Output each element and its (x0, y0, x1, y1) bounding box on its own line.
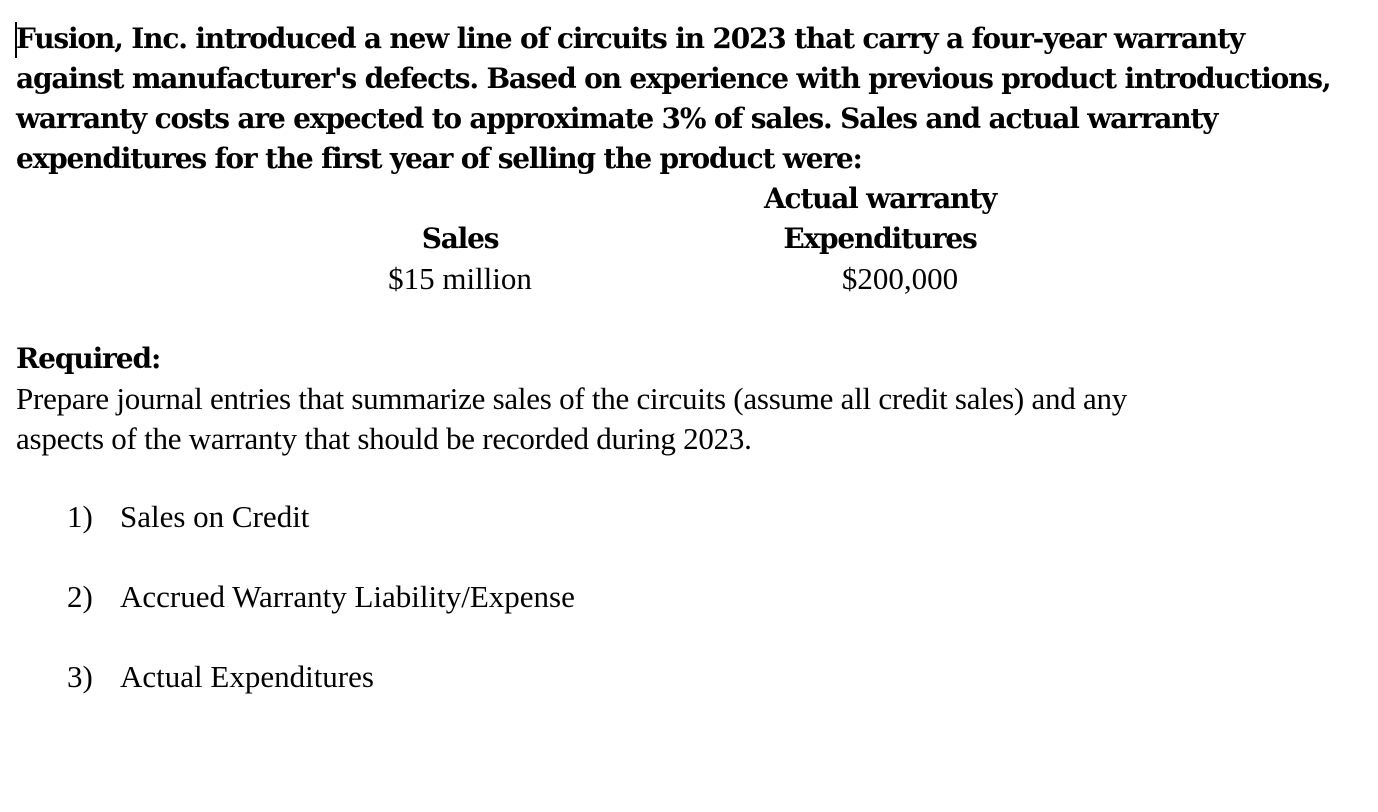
required-instructions (16, 379, 1366, 459)
list-item-number: 3) (67, 659, 93, 694)
list-item-number: 2) (67, 579, 93, 614)
sales-value: $15 million (388, 261, 532, 296)
intro-paragraph (16, 19, 1366, 179)
list-item (67, 577, 575, 617)
list-item (67, 657, 374, 697)
expenditures-value: $200,000 (841, 261, 959, 296)
required-heading: Required: (16, 342, 161, 375)
expenditures-header-line1: Actual warranty (763, 182, 997, 215)
list-item-label: Actual Expenditures (120, 659, 374, 694)
intro-line: Fusion, Inc. introduced a new line of circuits in 2023 that carry a four-year warranty (16, 22, 1244, 55)
intro-line: warranty costs are expected to approximate 3% of sales. Sales and actual warranty (16, 102, 1218, 135)
list-item-label: Accrued Warranty Liability/Expense (120, 579, 575, 614)
list-item-label: Sales on Credit (120, 499, 310, 534)
expenditures-header-line2: Expenditures (783, 222, 977, 255)
instruction-line: Prepare journal entries that summarize sales of the circuits (assume all credit sales) and any (16, 381, 1128, 416)
sales-header: Sales (421, 222, 499, 255)
list-item (67, 497, 309, 537)
intro-line: expenditures for the first year of selling the product were: (16, 142, 862, 175)
intro-line: against manufacturer's defects. Based on experience with previous product introductions, (16, 62, 1331, 95)
list-item-number: 1) (67, 499, 93, 534)
instruction-line: aspects of the warranty that should be recorded during 2023. (16, 421, 752, 456)
